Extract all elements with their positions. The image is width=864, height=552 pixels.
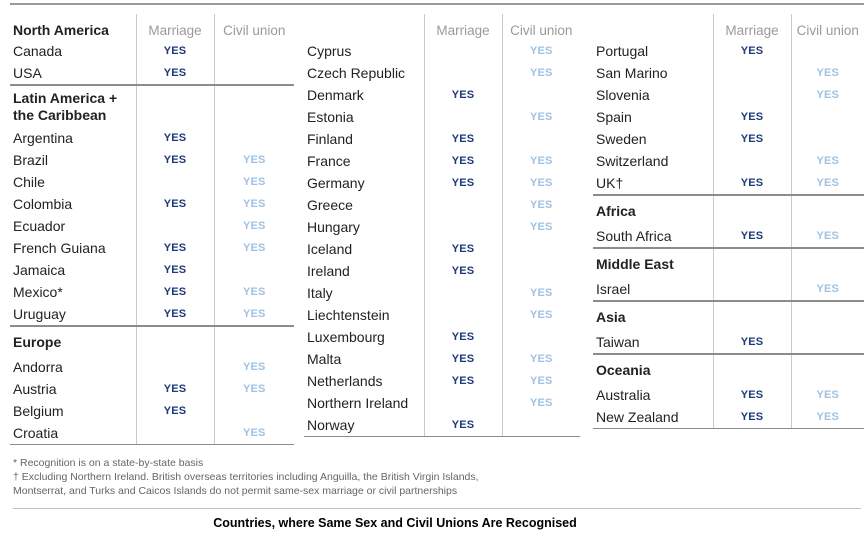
top-rule [10, 3, 864, 5]
marriage-cell [424, 282, 502, 304]
marriage-cell [424, 392, 502, 414]
marriage-cell: YES [424, 128, 502, 150]
civil-union-cell: YES [214, 193, 294, 215]
marriage-cell: YES [424, 150, 502, 172]
country-row [304, 260, 580, 282]
civil-union-cell [214, 62, 294, 85]
country-row [10, 171, 294, 193]
country-row [10, 127, 294, 149]
country-row [304, 84, 580, 106]
empty-cell [791, 248, 864, 278]
civil-union-cell: YES [791, 84, 864, 106]
country-name: Italy [307, 285, 333, 301]
country-name: Norway [304, 414, 424, 437]
marriage-cell: YES [424, 348, 502, 370]
marriage-cell: YES [136, 149, 214, 171]
country-name: Switzerland [596, 153, 669, 169]
country-name: Denmark [307, 87, 364, 103]
empty-cell [713, 248, 791, 278]
marriage-cell: YES [136, 259, 214, 281]
civil-union-cell: YES [502, 348, 580, 370]
country-name: France [307, 153, 351, 169]
civil-union-cell: YES [502, 282, 580, 304]
country-row [593, 84, 864, 106]
bottom-rule [13, 508, 861, 509]
civil-union-cell [214, 259, 294, 281]
country-name: Uruguay [13, 306, 66, 322]
region-row [593, 248, 864, 278]
marriage-cell: YES [136, 303, 214, 326]
header-marriage: Marriage [424, 14, 502, 40]
country-row [593, 172, 864, 195]
marriage-cell: YES [424, 326, 502, 348]
country-row [593, 40, 864, 62]
country-name: Greece [307, 197, 353, 213]
marriage-cell [136, 215, 214, 237]
marriage-cell [136, 171, 214, 193]
recognition-table-3 [593, 14, 864, 429]
empty-cell [214, 326, 294, 356]
recognition-table-1 [10, 14, 294, 445]
region-heading: Africa [593, 195, 713, 225]
header-civil-union: Civil union [502, 14, 580, 40]
marriage-cell: YES [424, 238, 502, 260]
header-civil-union: Civil union [214, 14, 294, 40]
country-row [10, 149, 294, 171]
marriage-cell: YES [136, 378, 214, 400]
marriage-cell: YES [136, 400, 214, 422]
country-name: Luxembourg [307, 329, 385, 345]
country-row [304, 106, 580, 128]
civil-union-cell: YES [214, 149, 294, 171]
region-heading: Latin America + the Caribbean [10, 85, 136, 127]
marriage-cell: YES [424, 414, 502, 437]
empty-cell [713, 354, 791, 384]
civil-union-cell [214, 40, 294, 62]
civil-union-cell: YES [502, 392, 580, 414]
marriage-cell: YES [136, 281, 214, 303]
country-row [593, 106, 864, 128]
marriage-cell [713, 278, 791, 301]
empty-cell [136, 85, 214, 127]
country-row [304, 194, 580, 216]
table-column-1 [10, 14, 294, 445]
empty-cell [136, 326, 214, 356]
country-name: French Guiana [13, 240, 106, 256]
civil-union-cell [791, 106, 864, 128]
footnotes [13, 456, 573, 498]
region-row [10, 85, 294, 127]
country-name: San Marino [596, 65, 668, 81]
civil-union-cell: YES [502, 304, 580, 326]
marriage-cell: YES [136, 193, 214, 215]
country-row [304, 40, 580, 62]
country-row [593, 278, 864, 301]
civil-union-cell: YES [791, 406, 864, 429]
civil-union-cell: YES [791, 225, 864, 248]
country-row [10, 259, 294, 281]
marriage-cell: YES [713, 172, 791, 195]
country-name: Germany [307, 175, 365, 191]
civil-union-cell: YES [791, 62, 864, 84]
civil-union-cell: YES [791, 384, 864, 406]
country-name: Jamaica [13, 262, 66, 278]
country-row [304, 282, 580, 304]
empty-cell [791, 354, 864, 384]
civil-union-cell [502, 128, 580, 150]
country-row [304, 348, 580, 370]
civil-union-cell: YES [214, 378, 294, 400]
civil-union-cell: YES [791, 150, 864, 172]
country-row [593, 406, 864, 429]
country-name: Spain [596, 109, 632, 125]
civil-union-cell: YES [214, 303, 294, 326]
civil-union-cell [214, 127, 294, 149]
region-row [593, 354, 864, 384]
marriage-cell: YES [713, 128, 791, 150]
country-row [304, 304, 580, 326]
civil-union-cell [791, 40, 864, 62]
country-name: Andorra [13, 359, 63, 375]
civil-union-cell [502, 260, 580, 282]
country-name: Australia [596, 387, 651, 403]
country-row [304, 326, 580, 348]
country-name: New Zealand [593, 406, 713, 429]
empty-cell [214, 85, 294, 127]
empty-cell [791, 301, 864, 331]
marriage-cell [424, 194, 502, 216]
country-name: Cyprus [307, 43, 352, 59]
header-row [593, 14, 864, 40]
civil-union-cell [791, 128, 864, 150]
country-row [593, 62, 864, 84]
marriage-cell [424, 304, 502, 326]
civil-union-cell: YES [214, 171, 294, 193]
table-column-2 [304, 14, 580, 437]
marriage-cell: YES [424, 84, 502, 106]
region-row [593, 195, 864, 225]
marriage-cell: YES [136, 127, 214, 149]
country-name: Taiwan [596, 334, 640, 350]
figure-caption: Countries, where Same Sex and Civil Unions Are Recognised [213, 516, 577, 530]
marriage-cell: YES [713, 106, 791, 128]
country-row [304, 216, 580, 238]
marriage-cell [136, 356, 214, 378]
region-heading: Middle East [593, 248, 713, 278]
country-row [593, 128, 864, 150]
empty-cell [713, 301, 791, 331]
country-row [304, 62, 580, 84]
country-name: South Africa [596, 228, 672, 244]
footnote-uk-line2: Montserrat, and Turks and Caicos Islands do not permit same-sex marriage or civil partnerships [13, 485, 458, 497]
marriage-cell: YES [136, 62, 214, 85]
civil-union-cell: YES [214, 281, 294, 303]
civil-union-cell [502, 326, 580, 348]
marriage-cell: YES [424, 260, 502, 282]
civil-union-cell: YES [502, 106, 580, 128]
country-name: Austria [13, 381, 57, 397]
country-name: Sweden [596, 131, 647, 147]
country-row [304, 370, 580, 392]
country-row [10, 281, 294, 303]
civil-union-cell: YES [791, 172, 864, 195]
header-marriage: Marriage [713, 14, 791, 40]
marriage-cell [424, 216, 502, 238]
country-row [304, 238, 580, 260]
country-row [304, 128, 580, 150]
country-name: Malta [307, 351, 342, 367]
country-name: Ireland [307, 263, 350, 279]
header-row [10, 14, 294, 40]
country-name: Slovenia [596, 87, 650, 103]
country-row [593, 331, 864, 354]
country-row [593, 225, 864, 248]
marriage-cell [713, 62, 791, 84]
civil-union-cell: YES [214, 422, 294, 445]
empty-cell [791, 195, 864, 225]
civil-union-cell: YES [502, 370, 580, 392]
header-row [304, 14, 580, 40]
header-region-cell [593, 14, 713, 40]
marriage-cell: YES [136, 40, 214, 62]
marriage-cell [424, 106, 502, 128]
region-row [10, 326, 294, 356]
civil-union-cell [502, 84, 580, 106]
header-marriage: Marriage [136, 14, 214, 40]
country-row [593, 150, 864, 172]
marriage-cell: YES [713, 331, 791, 354]
header-region-cell [304, 14, 424, 40]
marriage-cell [424, 40, 502, 62]
country-name: Brazil [13, 152, 49, 168]
region-heading: North America [13, 22, 109, 38]
marriage-cell [713, 84, 791, 106]
country-row [10, 400, 294, 422]
country-row [10, 215, 294, 237]
marriage-cell: YES [136, 237, 214, 259]
country-row [10, 237, 294, 259]
marriage-cell [424, 62, 502, 84]
civil-union-cell: YES [502, 40, 580, 62]
region-heading: Europe [10, 326, 136, 356]
recognition-table-2 [304, 14, 580, 437]
country-name: Ecuador [13, 218, 66, 234]
marriage-cell: YES [713, 406, 791, 429]
country-name: Iceland [307, 241, 353, 257]
country-row [304, 172, 580, 194]
country-row [10, 378, 294, 400]
country-row [304, 414, 580, 437]
country-name: Northern Ireland [307, 395, 409, 411]
civil-union-cell [214, 400, 294, 422]
country-row [10, 422, 294, 445]
civil-union-cell: YES [502, 172, 580, 194]
country-name: Liechtenstein [307, 307, 390, 323]
region-heading: Asia [593, 301, 713, 331]
country-name: Estonia [307, 109, 354, 125]
country-row [593, 384, 864, 406]
country-name: Croatia [10, 422, 136, 445]
country-name: Belgium [13, 403, 64, 419]
country-name: Netherlands [307, 373, 383, 389]
empty-cell [713, 195, 791, 225]
country-row [10, 40, 294, 62]
marriage-cell [136, 422, 214, 445]
country-name: Argentina [13, 130, 73, 146]
marriage-cell: YES [713, 225, 791, 248]
civil-union-cell: YES [214, 215, 294, 237]
country-row [10, 62, 294, 85]
country-name: Colombia [13, 196, 73, 212]
marriage-cell: YES [424, 370, 502, 392]
country-name: Finland [307, 131, 353, 147]
country-name: Canada [13, 43, 63, 59]
marriage-cell: YES [713, 40, 791, 62]
country-row [10, 193, 294, 215]
civil-union-cell: YES [502, 62, 580, 84]
header-civil-union: Civil union [791, 14, 864, 40]
country-row [10, 303, 294, 326]
country-row [304, 392, 580, 414]
country-name: Czech Republic [307, 65, 406, 81]
civil-union-cell: YES [502, 150, 580, 172]
country-name: Chile [13, 174, 45, 190]
civil-union-cell [502, 238, 580, 260]
marriage-cell: YES [713, 384, 791, 406]
civil-union-cell [791, 331, 864, 354]
country-name: Mexico* [13, 284, 63, 300]
civil-union-cell: YES [502, 194, 580, 216]
country-name: UK† [596, 175, 624, 191]
civil-union-cell: YES [214, 356, 294, 378]
country-row [10, 356, 294, 378]
country-name: Israel [596, 281, 631, 297]
marriage-cell [713, 150, 791, 172]
marriage-cell: YES [424, 172, 502, 194]
civil-union-cell [502, 414, 580, 437]
country-row [304, 150, 580, 172]
region-row [593, 301, 864, 331]
country-name: Portugal [596, 43, 649, 59]
civil-union-cell: YES [791, 278, 864, 301]
footnote-uk-line1: † Excluding Northern Ireland. British overseas territories including Anguilla, the British Virgin Islands, [13, 471, 479, 483]
region-heading: Oceania [593, 354, 713, 384]
civil-union-cell: YES [214, 237, 294, 259]
country-name: Hungary [307, 219, 360, 235]
footnote-state-basis: * Recognition is on a state-by-state basis [13, 457, 204, 469]
table-column-3 [593, 14, 864, 429]
civil-union-cell: YES [502, 216, 580, 238]
country-name: USA [13, 65, 42, 81]
